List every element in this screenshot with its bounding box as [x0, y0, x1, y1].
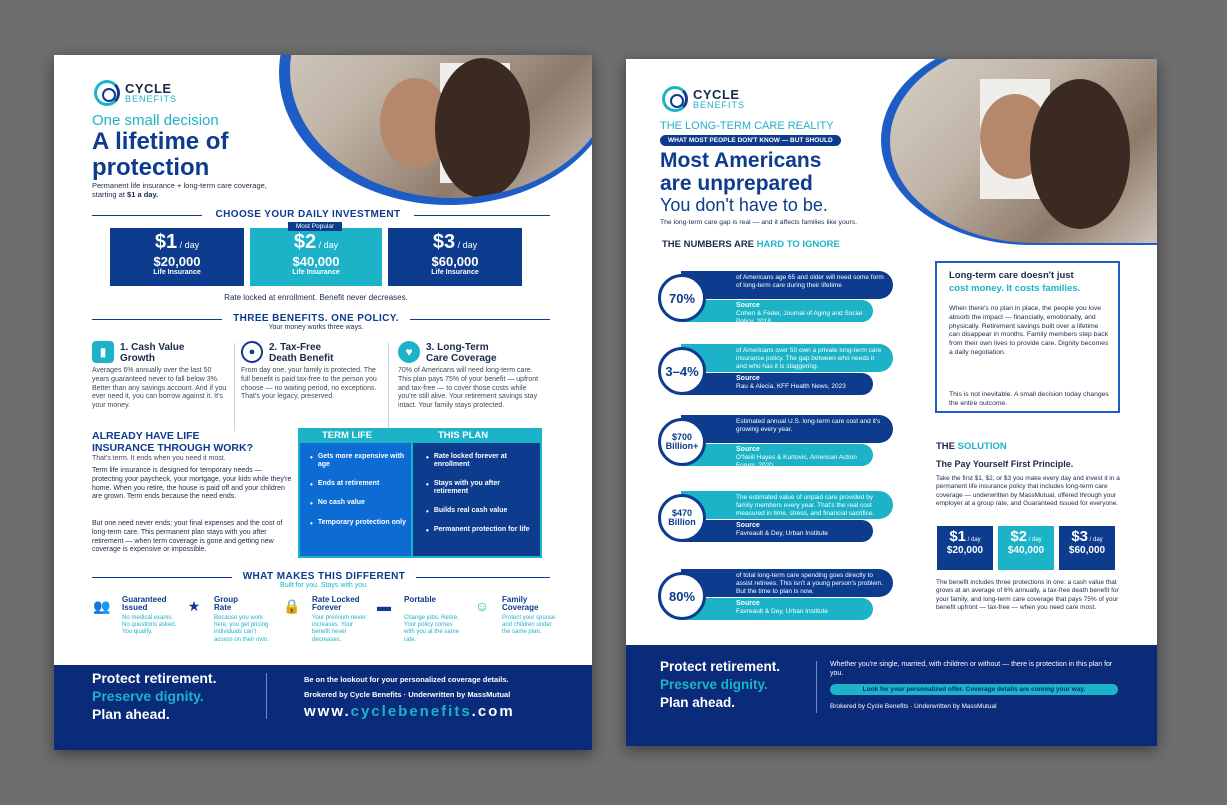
- stat-value: 80%: [658, 572, 706, 620]
- compare-col1-item: [310, 453, 408, 470]
- callout-title1: Long-term care doesn't just: [949, 270, 1074, 281]
- bullet-icon: •: [426, 506, 429, 516]
- already-title2: INSURANCE THROUGH WORK?: [92, 442, 253, 454]
- compare-col2-item: [426, 507, 536, 517]
- feature-title: [312, 596, 360, 613]
- feature-title: [214, 596, 238, 613]
- callout-p2: This is not inevitable. A small decision today changes the entire outcome.: [949, 391, 1109, 407]
- stat-source-text: O'Neill Hayes & Kurtovic, American Action Forum, 2020: [736, 454, 857, 470]
- r-footer-pill: Look for your personalized offer. Coverage details are coming your way.: [830, 684, 1118, 695]
- benefit-2-title1: 2. Tax-Free: [269, 342, 322, 353]
- solution-tier-per: / day: [1088, 537, 1103, 543]
- stat-source-text: Favreault & Dey, Urban Institute: [736, 608, 829, 616]
- feature-title: [404, 596, 436, 604]
- feature-title1: Portable: [404, 595, 437, 604]
- stat-source: [681, 444, 873, 470]
- headline-right-1: Most Americans: [660, 149, 822, 172]
- compare-col2-text: Builds real cash value: [433, 506, 508, 514]
- numbers-title-em: HARD TO IGNORE: [756, 239, 840, 250]
- tier-2-per: / day: [316, 240, 339, 250]
- callout-p1: When there's no plan in place, the people you love absorb the impact — financially, emotionally, and physically. Retirement savings built over a lifetime can disappear in months. Family members step back from their own lives to provide care. Dignity becomes a daily negotiation.: [949, 305, 1109, 357]
- benefit-1-title2: Growth: [120, 352, 155, 364]
- benefits-sub: Your money works three ways.: [268, 324, 364, 331]
- solution-tier-price-value: $1: [949, 528, 966, 545]
- compare-col2-text: Rate locked forever at enrollment: [433, 453, 507, 469]
- tier-2-label: Life Insurance: [292, 269, 340, 276]
- already-p1: Term life insurance is designed for temporary needs — protecting your paycheck, your mortgage, your kids while they're home. When you retire, the house is paid off and your children are grown. Term ends because the need ends.: [92, 467, 292, 501]
- subline-right: The long-term care gap is real — and it affects families like yours.: [660, 219, 858, 226]
- headline-right-3: You don't have to be.: [660, 195, 828, 215]
- benefit-text-right: The benefit includes three protections in one: a cash value that grows at an average of 6% annually, a tax-free death benefit for your family, and long-term care coverage that pays 75% of your benefit upfront — tax-free — when you need care most.: [936, 579, 1119, 611]
- compare-col1-title: TERM LIFE: [322, 430, 373, 441]
- care-heart-icon: ♥: [398, 341, 420, 363]
- solution-tier-price-value: $3: [1071, 528, 1088, 545]
- rate-note: Rate locked at enrollment. Benefit never decreases.: [224, 293, 408, 302]
- feature-text: Protect your spouse and children under the same plan.: [502, 615, 556, 636]
- compare-col2-item: [426, 480, 536, 497]
- r-footer-broker: Brokered by Cycle Benefits · Underwritten by MassMutual: [830, 703, 997, 710]
- kicker: One small decision: [92, 112, 219, 129]
- stat-source-label: Source: [736, 375, 760, 382]
- feature-title1: Family: [502, 595, 528, 604]
- subline1: Permanent life insurance + long-term care coverage,: [92, 181, 267, 190]
- tier-1: [110, 228, 244, 286]
- left-footer: [54, 665, 592, 750]
- person-icon: ●: [241, 341, 263, 363]
- lock-icon: 🔒: [283, 598, 301, 614]
- footer-url-post: .com: [471, 703, 515, 720]
- tier-3-price: $3: [432, 231, 456, 253]
- feature-title: [122, 596, 166, 613]
- footer-lookout: Be on the lookout for your personalized coverage details.: [304, 675, 509, 684]
- compare-table: [298, 428, 542, 558]
- tier-2-price: $2: [293, 231, 317, 253]
- benefit-2-title2: Death Benefit: [269, 352, 334, 364]
- benefit-2-text: From day one, your family is protected. The full benefit is paid tax-free to the person you choose — no waiting period, no exceptions. That's your legacy, preserved.: [241, 367, 377, 401]
- brand-line1: CYCLE: [125, 81, 172, 96]
- tier-3-amount: $60,000: [431, 254, 479, 269]
- benefit-3-title1: 3. Long-Term: [426, 342, 489, 353]
- stat-source-label: Source: [736, 600, 760, 607]
- tier-1-per: / day: [177, 240, 200, 250]
- benefit-1-title1: 1. Cash Value: [120, 342, 185, 353]
- compare-col2-list: [426, 453, 536, 546]
- brand-logo-right: [662, 86, 745, 112]
- stat-bar: The estimated value of unpaid care provided by family members every year. That's the real cost measured in time, stress, and financial sacrifice.: [681, 491, 893, 519]
- brand-line2: BENEFITS: [693, 100, 746, 110]
- tier-2-badge: Most Popular: [288, 222, 342, 231]
- stat-source-text: Rau & Alecia, KFF Health News, 2023: [736, 383, 846, 391]
- stat-source-text: Cohen & Feder, Journal of Aging and Social Policy, 2018: [736, 310, 863, 326]
- bullet-icon: •: [426, 479, 429, 489]
- feature-text: No medical exams. No questions asked. You qualify.: [122, 615, 177, 636]
- people-icon: 👥: [93, 598, 111, 614]
- already-title1: ALREADY HAVE LIFE: [92, 430, 200, 442]
- stat-source: [681, 520, 873, 542]
- feature-text: Your premium never increases. Your benefit never decreases.: [312, 615, 366, 643]
- stat-value: 3–4%: [658, 347, 706, 395]
- compare-col1-text: No cash value: [317, 499, 365, 507]
- compare-col1-item: [310, 519, 408, 529]
- compare-col1-list: [310, 453, 408, 539]
- solution-title: [936, 441, 1007, 452]
- footer-url-brand: cyclebenefits: [350, 703, 472, 720]
- compare-col2-item: [426, 453, 536, 470]
- bullet-icon: •: [426, 453, 429, 462]
- compare-col1-item: [310, 499, 408, 509]
- feature-title2: Forever: [312, 603, 342, 613]
- tier-1-price: $1: [154, 231, 178, 253]
- feature-item: [472, 596, 564, 658]
- right-footer: [626, 645, 1157, 746]
- footer-line3: Plan ahead.: [92, 706, 170, 722]
- headline-line2: protection: [92, 154, 210, 181]
- different-sub: Built for you. Stays with you.: [280, 582, 368, 589]
- stat-bar: Estimated annual U.S. long-term care cost and it's growing every year.: [681, 415, 893, 443]
- stat-value: 70%: [658, 274, 706, 322]
- feature-item: [92, 596, 184, 658]
- stat-source: [681, 598, 873, 620]
- feature-text: Because you work here, you get pricing individuals can't access on their own.: [214, 615, 269, 643]
- stat-source-label: Source: [736, 522, 760, 529]
- footer-url[interactable]: [304, 703, 515, 720]
- compare-col1-text: Ends at retirement: [317, 479, 380, 487]
- stat-value: $470 Billion: [658, 494, 706, 542]
- solution-tier: [1059, 526, 1115, 570]
- solution-tier-amount: $20,000: [946, 545, 984, 556]
- tier-1-amount: $20,000: [153, 254, 201, 269]
- stat-source-label: Source: [736, 446, 760, 453]
- feature-title2: Issued: [122, 603, 148, 613]
- callout-title2: cost money. It costs families.: [949, 283, 1081, 294]
- brand-logo: [94, 80, 177, 106]
- compare-col2-title: THIS PLAN: [438, 430, 489, 441]
- compare-col2-text: Stays with you after retirement: [433, 479, 500, 496]
- tier-2-amount: $40,000: [292, 254, 340, 269]
- stat-source-text: Favreault & Dey, Urban Institute: [736, 530, 829, 538]
- solution-tier-per: / day: [966, 537, 981, 543]
- feature-title1: Guaranteed: [122, 595, 167, 604]
- different-title: WHAT MAKES THIS DIFFERENT: [242, 571, 406, 582]
- group-star-icon: ★: [187, 598, 201, 614]
- tier-1-label: Life Insurance: [153, 269, 201, 276]
- stat-bar: of total long-term care spending goes directly to assist retirees. This isn't a young person's problem. But the time to plan is now.: [681, 569, 893, 597]
- solution-pre: THE: [936, 441, 958, 452]
- compare-col1-text: Gets more expensive with age: [317, 453, 405, 469]
- brand-line2: BENEFITS: [125, 94, 178, 104]
- feature-item: [374, 596, 466, 658]
- r-footer-text: Whether you're single, married, with children or without — there is protection in this plan for you.: [830, 661, 1113, 678]
- stat-bar: of Americans over 50 own a private long-term care insurance policy. The gap between who needs it and who has it is staggering.: [681, 344, 893, 372]
- compare-col1-text: Temporary protection only: [317, 518, 406, 526]
- stat-source: [681, 300, 873, 326]
- callout-box: [935, 261, 1120, 413]
- kicker-right: THE LONG-TERM CARE REALITY: [660, 120, 834, 132]
- stat-bar: of Americans age 65 and older will need some form of long-term care during their lifetime: [681, 271, 893, 299]
- benefits-title: THREE BENEFITS. ONE POLICY.: [233, 313, 399, 324]
- solution-tier: [937, 526, 993, 570]
- r-footer-line1: Protect retirement.: [660, 659, 781, 674]
- footer-line2: Preserve dignity.: [92, 688, 204, 704]
- benefit-3-text: 70% of Americans will need long-term care. This plan pays 75% of your benefit — upfront and tax-free — to cover those costs while you're still alive. Your retirement savings stay intact. Your family stays protected.: [398, 367, 539, 409]
- numbers-title-pre: THE NUMBERS ARE: [662, 239, 757, 250]
- stat-source: [681, 373, 873, 395]
- subline2-bold: $1 a day.: [127, 190, 159, 199]
- feature-title1: Group: [214, 595, 238, 604]
- family-icon: ☺: [474, 598, 490, 614]
- footer-url-pre: www.: [304, 703, 351, 720]
- compare-col2-item: [426, 526, 536, 536]
- footer-broker: Brokered by Cycle Benefits · Underwritten by MassMutual: [304, 690, 511, 699]
- feature-title1: Rate Locked: [312, 595, 360, 604]
- footer-line1: Protect retirement.: [92, 670, 217, 686]
- bullet-icon: •: [310, 518, 313, 528]
- solution-tier-price-value: $2: [1010, 528, 1027, 545]
- r-footer-line2: Preserve dignity.: [660, 677, 768, 692]
- headline-line1: A lifetime of: [92, 128, 229, 155]
- benefit-1-text: Averages 6% annually over the last 50 years guaranteed never to fall below 3%. Better than any savings account. And if you ever need it, you can borrow against it. It's your money.: [92, 367, 227, 409]
- bullet-icon: •: [310, 479, 313, 489]
- briefcase-icon: ▬: [377, 598, 391, 614]
- headline-right-2: are unprepared: [660, 172, 813, 195]
- tier-3: [388, 228, 522, 286]
- solution-text: Take the first $1, $2, or $3 you make every day and invest it in a permanent life insurance policy that includes long-term care coverage — underwritten by MassMutual, offered through your employer at a group rate, and Guaranteed Issued for everyone.: [936, 475, 1120, 507]
- solution-tier-amount: $40,000: [1007, 545, 1045, 556]
- bullet-icon: •: [310, 499, 313, 509]
- solution-tier: [998, 526, 1054, 570]
- solution-tier-per: / day: [1027, 537, 1042, 543]
- numbers-title: [662, 239, 840, 250]
- already-p2: But one need never ends: your final expenses and the cost of long-term care. This permanent plan stays with you after retirement — when term coverage is gone and getting new coverage is expensive or impossible.: [92, 520, 283, 554]
- tier-2: [250, 223, 382, 286]
- stat-source-label: Source: [736, 302, 760, 309]
- bullet-icon: •: [310, 453, 313, 462]
- bullet-icon: •: [426, 526, 429, 536]
- solution-em: SOLUTION: [957, 441, 1007, 452]
- already-tag: That's term. It ends when you need it most.: [92, 455, 226, 462]
- solution-tier-price: [998, 528, 1054, 545]
- feature-item: [184, 596, 276, 658]
- logo-mark-icon: [662, 86, 688, 112]
- subline2: [92, 190, 158, 199]
- flyer-left: [54, 55, 592, 750]
- r-footer-line3: Plan ahead.: [660, 695, 736, 710]
- compare-col1-item: [310, 480, 408, 490]
- pill-right: WHAT MOST PEOPLE DON'T KNOW — BUT SHOULD: [660, 135, 841, 146]
- logo-mark-icon: [94, 80, 120, 106]
- benefit-3-title2: Care Coverage: [426, 352, 497, 364]
- tier-3-label: Life Insurance: [431, 269, 479, 276]
- feature-title: [502, 596, 538, 613]
- subline2-pre: starting at: [92, 190, 128, 199]
- solution-tier-price: [1059, 528, 1115, 545]
- brand-line1: CYCLE: [693, 87, 740, 102]
- solution-sub: The Pay Yourself First Principle.: [936, 459, 1074, 469]
- growth-chart-icon: ▮: [92, 341, 114, 363]
- feature-item: [282, 596, 374, 658]
- flyer-right: [626, 59, 1157, 746]
- tier-3-per: / day: [455, 240, 478, 250]
- feature-text: Change jobs. Retire. Your policy comes with you at the same rate.: [404, 615, 460, 643]
- feature-title2: Coverage: [502, 603, 539, 613]
- feature-title2: Rate: [214, 603, 232, 613]
- solution-tier-price: [937, 528, 993, 545]
- solution-tier-amount: $60,000: [1068, 545, 1106, 556]
- stat-value: $700 Billion+: [658, 418, 706, 466]
- daily-investment-title: CHOOSE YOUR DAILY INVESTMENT: [215, 209, 401, 220]
- compare-col2-text: Permanent protection for life: [433, 526, 530, 534]
